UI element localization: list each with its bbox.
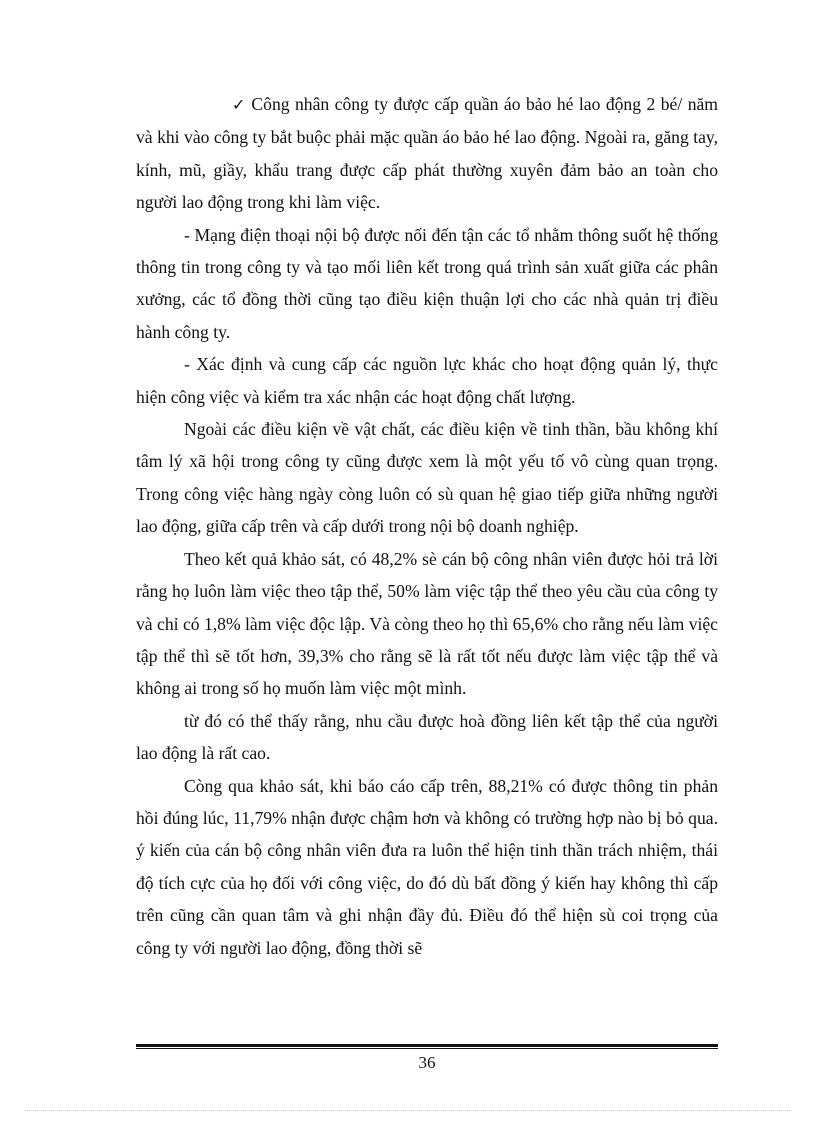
page-body (136, 88, 718, 964)
paragraph-feedback-survey: Còng qua khảo sát, khi báo cáo cấp trên, 88,21% có được thông tin phản hồi đúng lúc, 11,79% nhận được chậm hơn và không có trường hợp nào bị bỏ qua. ý kiến của cán bộ công nhân viên đưa ra luôn thể hiện tinh thần trách nhiệm, thái độ tích cực của họ đối với công việc, do đó dù bất đồng ý kiến hay không thì cấp trên cũng cần quan tâm và ghi nhận đầy đủ. Điều đó thể hiện sù coi trọng của công ty với người lao động, đồng thời sẽ (136, 775, 718, 958)
page-number: 36 (418, 1053, 436, 1072)
paragraph-team-demand: từ đó có thể thấy rằng, nhu cầu được hoà đồng liên kết tập thể của người lao động là rất cao. (136, 710, 718, 764)
footer-divider (136, 1044, 718, 1049)
paragraph-resources: - Xác định và cung cấp các nguồn lực khác cho hoạt động quản lý, thực hiện công việc và kiểm tra xác nhận các hoạt động chất lượng. (136, 354, 718, 407)
paragraph-work-atmosphere: Ngoài các điều kiện về vật chất, các điều kiện về tinh thần, bầu không khí tâm lý xã hội trong công ty cũng được xem là một yếu tố vô cùng quan trọng. Trong công việc hàng ngày còng luôn có sù quan hệ giao tiếp giữa những người lao động, giữa cấp trên và cấp dưới trong nội bộ doanh nghiệp. (136, 419, 718, 537)
page-bottom-dotted-border (24, 1110, 792, 1111)
paragraph-telephone-network: - Mạng điện thoại nội bộ được nối đến tận các tổ nhằm thông suốt hệ thống thông tin trong công ty và tạo mối liên kết trong quá trình sản xuất giữa các phân xưởng, các tổ đồng thời cũng tạo điều kiện thuận lợi cho các nhà quản trị điều hành công ty. (136, 224, 718, 342)
paragraph-protective-equipment (136, 88, 718, 219)
paragraph-survey-results: Theo kết quả khảo sát, có 48,2% sè cán bộ công nhân viên được hỏi trả lời rằng họ luôn làm việc theo tập thể, 50% làm việc tập thể theo yêu cầu của công ty và chỉ có 1,8% làm việc độc lập. Và còng theo họ thì 65,6% cho rằng nếu làm việc tập thể thì sẽ tốt hơn, 39,3% cho rằng sẽ là rất tốt nếu được làm việc tập thể và không ai trong số họ muốn làm việc một mình. (136, 548, 718, 699)
check-mark-icon: ✓ (232, 95, 246, 114)
paragraph-text: Công nhân công ty được cấp quần áo bảo hé lao động 2 bé/ năm và khi vào công ty bắt buộc phải mặc quần áo bảo hé lao động. Ngoài ra, găng tay, kính, mũ, giầy, khẩu trang được cấp phát thường xuyên đảm bảo an toàn cho người lao động trong khi làm việc. (136, 94, 718, 213)
